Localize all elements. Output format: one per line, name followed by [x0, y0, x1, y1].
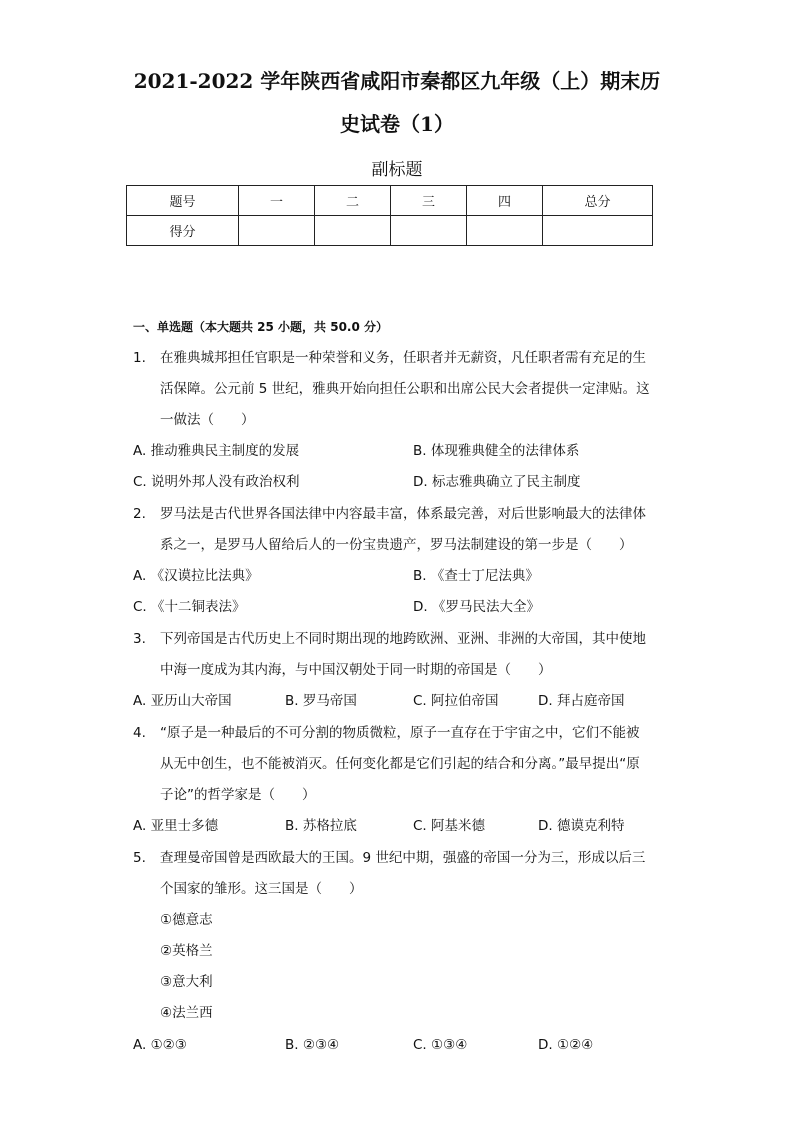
- option-a[interactable]: A. 亚里士多德: [133, 818, 219, 834]
- options-row: [133, 592, 673, 623]
- option-d[interactable]: D. ①②④: [538, 1037, 594, 1053]
- option-a[interactable]: A. 亚历山大帝国: [133, 693, 232, 709]
- option-b[interactable]: B. 罗马帝国: [285, 693, 357, 709]
- question-number: 4.: [133, 725, 146, 741]
- option-c[interactable]: C. 说明外邦人没有政治权利: [133, 474, 300, 490]
- question-2: [133, 499, 663, 561]
- exam-title-line2: 史试卷（1）: [340, 112, 454, 136]
- question-line: 下列帝国是古代历史上不同时期出现的地跨欧洲、亚洲、非洲的大帝国，其中使地: [160, 631, 646, 647]
- score-header-cell: 三: [391, 186, 467, 216]
- option-b[interactable]: B. 苏格拉底: [285, 818, 357, 834]
- score-table-header-row: [127, 186, 653, 216]
- score-cell: [391, 216, 467, 246]
- score-table: [126, 185, 653, 246]
- score-header-cell: 四: [467, 186, 543, 216]
- list-item: ③意大利: [160, 974, 213, 990]
- score-cell: [239, 216, 315, 246]
- option-d[interactable]: D. 标志雅典确立了民主制度: [413, 474, 581, 490]
- question-line: 罗马法是古代世界各国法律中内容最丰富，体系最完善，对后世影响最大的法律体: [160, 506, 646, 522]
- option-b[interactable]: B. 《查士丁尼法典》: [413, 568, 539, 584]
- option-b[interactable]: B. 体现雅典健全的法律体系: [413, 443, 580, 459]
- question-line: 中海一度成为其内海，与中国汉朝处于同一时期的帝国是（ ）: [160, 662, 552, 678]
- question-line: 子论”的哲学家是（ ）: [160, 787, 316, 803]
- question-1: [133, 343, 663, 436]
- option-c[interactable]: C. 《十二铜表法》: [133, 599, 246, 615]
- score-header-cell: 二: [315, 186, 391, 216]
- options-row: [133, 1030, 673, 1061]
- options-row: [133, 436, 673, 467]
- question-5: [133, 843, 663, 905]
- option-c[interactable]: C. ①③④: [413, 1037, 468, 1053]
- list-item: ②英格兰: [160, 943, 213, 959]
- option-d[interactable]: D. 德谟克利特: [538, 818, 625, 834]
- question-4: [133, 718, 663, 811]
- score-header-cell: 总分: [543, 186, 653, 216]
- option-d[interactable]: D. 《罗马民法大全》: [413, 599, 540, 615]
- question-line: 一做法（ ）: [160, 412, 255, 428]
- question-3: [133, 624, 663, 686]
- score-table-score-row: [127, 216, 653, 246]
- options-row: [133, 561, 673, 592]
- options-row: [133, 811, 673, 842]
- option-a[interactable]: A. ①②③: [133, 1037, 187, 1053]
- score-row-label: 得分: [127, 216, 239, 246]
- score-header-cell: 题号: [127, 186, 239, 216]
- score-header-cell: 一: [239, 186, 315, 216]
- options-row: [133, 467, 673, 498]
- option-c[interactable]: C. 阿拉伯帝国: [413, 693, 499, 709]
- option-a[interactable]: A. 《汉谟拉比法典》: [133, 568, 259, 584]
- question-line: 个国家的雏形。这三国是（ ）: [160, 881, 363, 897]
- question-line: 系之一，是罗马人留给后人的一份宝贵遗产，罗马法制建设的第一步是（ ）: [160, 537, 633, 553]
- question-number: 2.: [133, 506, 146, 522]
- question-line: 在雅典城邦担任官职是一种荣誉和义务，任职者并无薪资，凡任职者需有充足的生: [160, 350, 646, 366]
- option-b[interactable]: B. ②③④: [285, 1037, 340, 1053]
- list-item: ①德意志: [160, 912, 213, 928]
- option-d[interactable]: D. 拜占庭帝国: [538, 693, 625, 709]
- score-cell: [315, 216, 391, 246]
- option-a[interactable]: A. 推动雅典民主制度的发展: [133, 443, 300, 459]
- options-row: [133, 686, 673, 717]
- question-line: 查理曼帝国曾是西欧最大的王国。9 世纪中期，强盛的帝国一分为三，形成以后三: [160, 850, 646, 866]
- question-line: 活保障。公元前 5 世纪，雅典开始向担任公职和出席公民大会者提供一定津贴。这: [160, 381, 650, 397]
- question-number: 3.: [133, 631, 146, 647]
- section-heading: [133, 318, 388, 335]
- section-label: 一、单选题（本大题共 25 小题，共 50.0 分）: [133, 320, 389, 334]
- list-item: ④法兰西: [160, 1005, 213, 1021]
- question-number: 5.: [133, 850, 146, 866]
- question-line: 从无中创生，也不能被消灭。任何变化都是它们引起的结合和分离。”最早提出“原: [160, 756, 640, 772]
- score-cell: [543, 216, 653, 246]
- score-cell: [467, 216, 543, 246]
- exam-title-line1: 2021-2022 学年陕西省咸阳市秦都区九年级（上）期末历: [133, 69, 661, 93]
- option-c[interactable]: C. 阿基米德: [413, 818, 486, 834]
- question-number: 1.: [133, 350, 146, 366]
- question-line: “原子是一种最后的不可分割的物质微粒，原子一直存在于宇宙之中，它们不能被: [160, 725, 640, 741]
- subtitle: 副标题: [371, 160, 423, 180]
